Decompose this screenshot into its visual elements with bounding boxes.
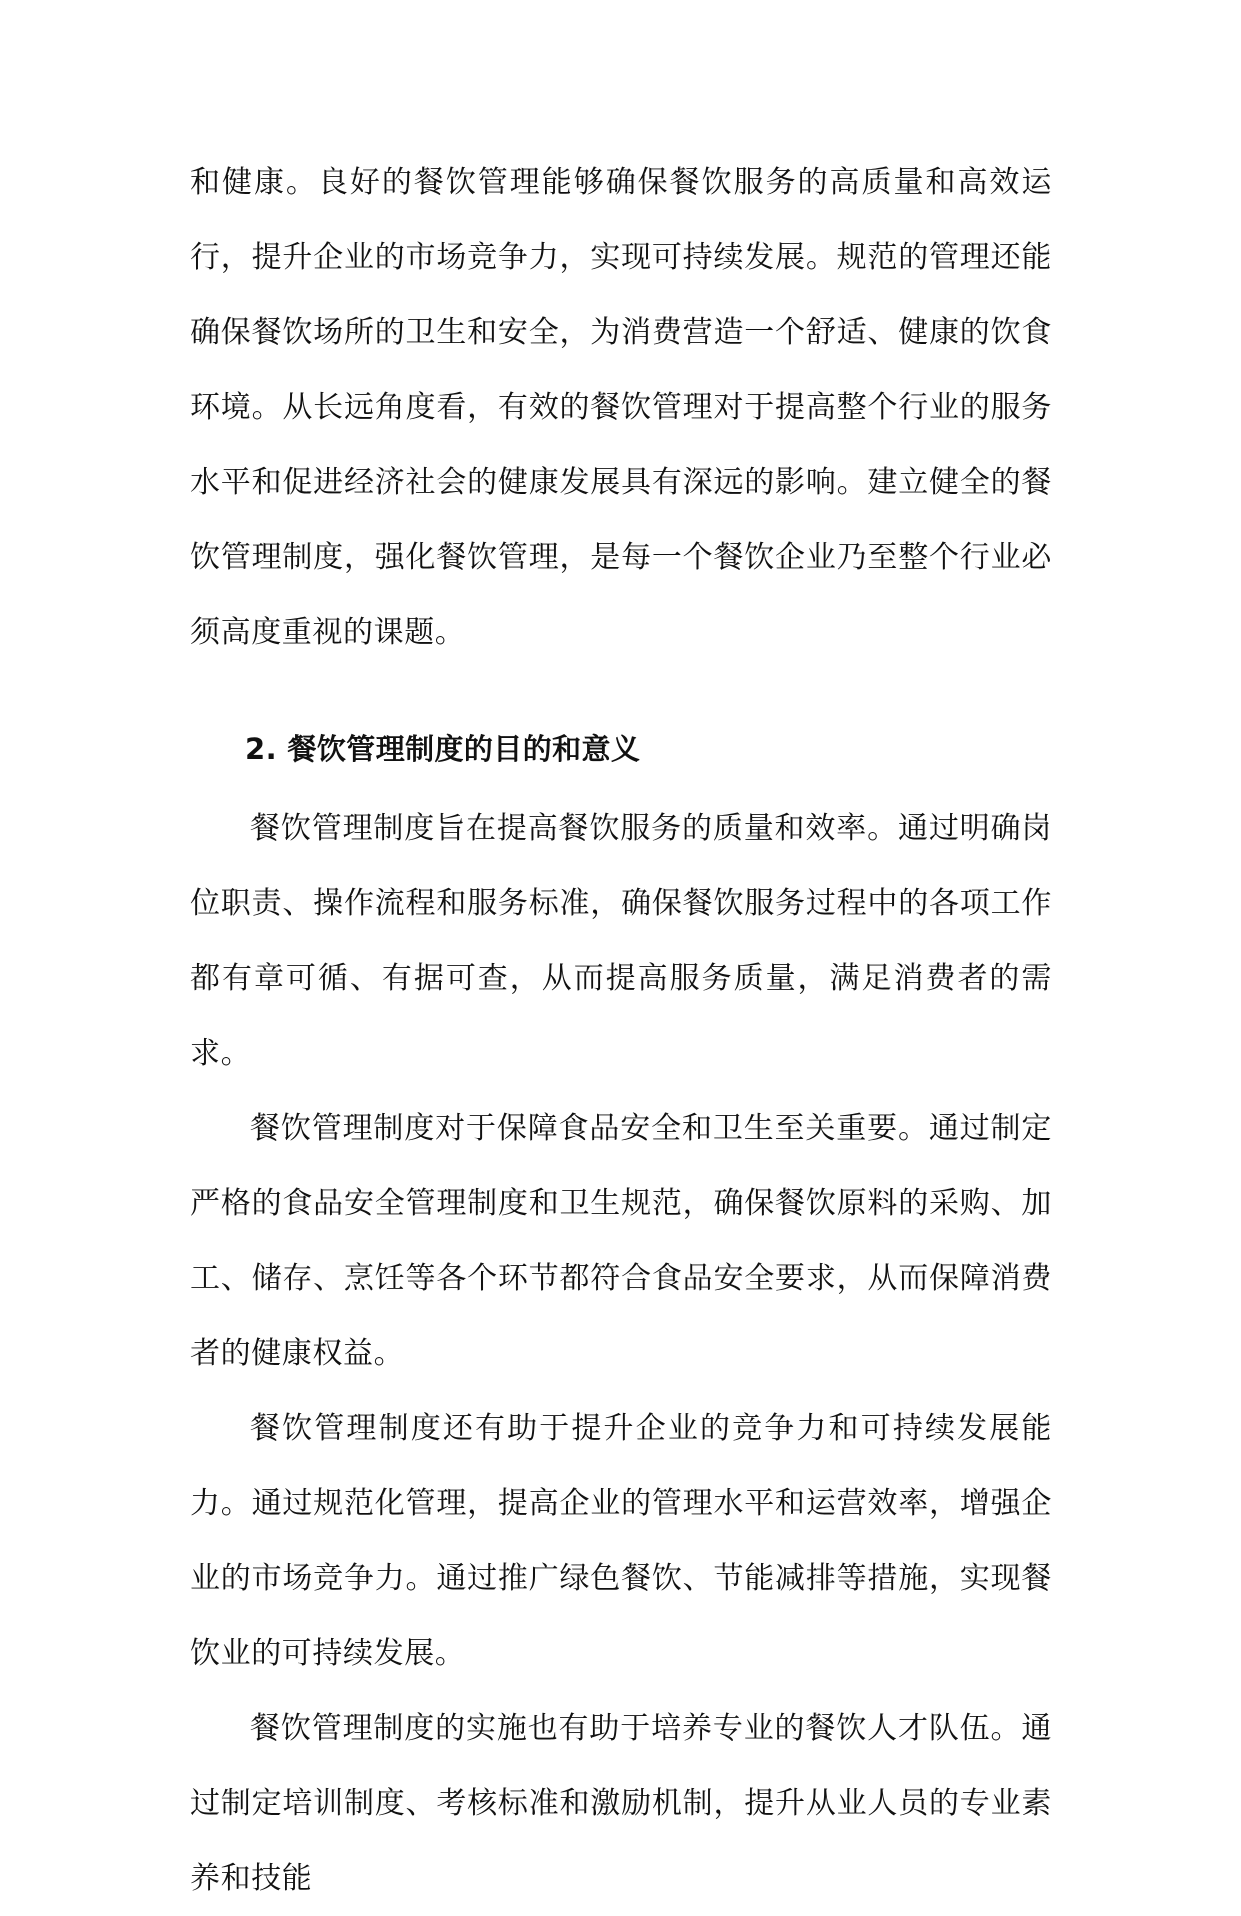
body-paragraph: 餐饮管理制度的实施也有助于培养专业的餐饮人才队伍。通过制定培训制度、考核标准和激励机制，提升从业人员的专业素养和技能 bbox=[190, 1711, 1052, 1896]
page-content bbox=[190, 145, 1052, 1916]
body-paragraph: 餐饮管理制度对于保障食品安全和卫生至关重要。通过制定严格的食品安全管理制度和卫生规范，确保餐饮原料的采购、加工、储存、烹饪等各个环节都符合食品安全要求，从而保障消费者的健康权益。 bbox=[190, 1111, 1052, 1371]
body-paragraph: 餐饮管理制度还有助于提升企业的竞争力和可持续发展能力。通过规范化管理，提高企业的管理水平和运营效率，增强企业的市场竞争力。通过推广绿色餐饮、节能减排等措施，实现餐饮业的可持续发展。 bbox=[190, 1411, 1052, 1671]
intro-paragraph: 和健康。良好的餐饮管理能够确保餐饮服务的高质量和高效运行，提升企业的市场竞争力，实现可持续发展。规范的管理还能确保餐饮场所的卫生和安全，为消费营造一个舒适、健康的饮食环境。从长远角度看，有效的餐饮管理对于提高整个行业的服务水平和促进经济社会的健康发展具有深远的影响。建立健全的餐饮管理制度，强化餐饮管理，是每一个餐饮企业乃至整个行业必须高度重视的课题。 bbox=[190, 165, 1052, 650]
section-heading: 2. 餐饮管理制度的目的和意义 bbox=[245, 732, 641, 766]
body-paragraph: 餐饮管理制度旨在提高餐饮服务的质量和效率。通过明确岗位职责、操作流程和服务标准，确保餐饮服务过程中的各项工作都有章可循、有据可查，从而提高服务质量，满足消费者的需求。 bbox=[190, 811, 1052, 1071]
